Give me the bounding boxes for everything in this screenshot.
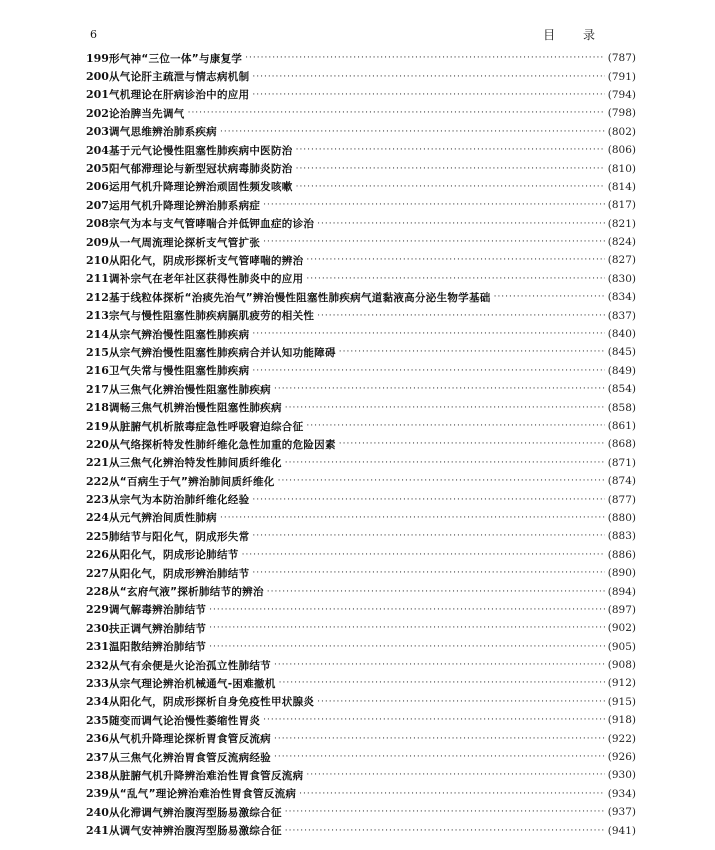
toc-entry-page: (880)	[607, 511, 636, 524]
toc-entry-number: 231	[86, 640, 109, 654]
toc-dot-leader	[296, 164, 605, 174]
toc-dot-leader	[220, 127, 605, 137]
toc-entry-number: 234	[86, 695, 109, 709]
toc-entry[interactable]	[86, 141, 636, 159]
toc-dot-leader	[339, 347, 605, 357]
toc-entry-title: 卫气失常与慢性阻塞性肺疾病	[108, 365, 250, 378]
toc-entry-number: 240	[86, 805, 109, 819]
toc-entry-page: (897)	[607, 603, 636, 616]
toc-entry[interactable]	[86, 49, 636, 67]
toc-dot-leader	[252, 329, 604, 339]
toc-entry-number: 220	[86, 437, 109, 451]
toc-entry-page: (902)	[607, 622, 636, 635]
toc-entry-title: 宗气为本与支气管哮喘合并低钾血症的诊治	[108, 218, 315, 231]
toc-entry-title: 从宗气辨治慢性阻塞性肺疾病合并认知功能障碍	[108, 346, 336, 359]
toc-entry-title: 从调气安神辨治腹泻型肠易激综合征	[108, 825, 282, 838]
toc-entry[interactable]	[86, 86, 636, 104]
toc-entry-title: 从脏腑气机升降辨治难治性胃食管反流病	[108, 769, 304, 782]
toc-dot-leader	[296, 145, 605, 155]
toc-dot-leader	[306, 770, 604, 780]
toc-entry-number: 236	[86, 732, 109, 746]
toc-entry-page: (877)	[607, 493, 636, 506]
toc-entry-number: 223	[86, 493, 109, 507]
toc-entry-number: 227	[86, 566, 109, 580]
toc-entry[interactable]	[86, 288, 636, 306]
toc-entry-number: 239	[86, 787, 109, 801]
toc-entry-page: (922)	[607, 732, 636, 745]
toc-entry-number: 238	[86, 768, 109, 782]
toc-entry-page: (934)	[607, 787, 636, 800]
toc-dot-leader	[339, 439, 605, 449]
toc-dot-leader	[252, 90, 604, 100]
toc-entry[interactable]	[86, 251, 636, 269]
toc-entry-title: 从脏腑气机析脓毒症急性呼吸窘迫综合征	[108, 420, 304, 433]
toc-entry-number: 201	[86, 88, 109, 102]
toc-entry-title: 从三焦气化辨治特发性肺间质纤维化	[108, 457, 282, 470]
toc-entry-page: (827)	[607, 254, 636, 267]
toc-entry[interactable]	[86, 454, 636, 472]
toc-entry-page: (905)	[607, 640, 636, 653]
toc-entry-title: 论治脾当先调气	[108, 107, 185, 120]
toc-entry-page: (830)	[607, 272, 636, 285]
toc-dot-leader	[209, 623, 605, 633]
toc-entry[interactable]	[86, 656, 636, 674]
toc-entry[interactable]	[86, 601, 636, 619]
toc-dot-leader	[209, 642, 605, 652]
toc-dot-leader	[306, 255, 604, 265]
toc-entry-title: 运用气机升降理论辨治顽固性频发咳嗽	[108, 181, 293, 194]
toc-entry-page: (814)	[607, 180, 636, 193]
toc-entry-page: (861)	[607, 420, 636, 432]
toc-entry-title: 扶正调气辨治肺结节	[108, 622, 207, 635]
toc-entry-title: 气机理论在肝病诊治中的应用	[108, 89, 250, 102]
toc-entry-number: 208	[86, 217, 109, 231]
toc-dot-leader	[252, 72, 604, 82]
toc-entry[interactable]	[86, 619, 636, 637]
toc-entry-number: 205	[86, 162, 109, 176]
toc-entry-title: 从化滞调气辨治腹泻型肠易激综合征	[108, 806, 282, 819]
toc-entry-number: 228	[86, 585, 109, 599]
toc-entry-page: (810)	[607, 162, 636, 175]
toc-entry[interactable]	[86, 380, 636, 398]
toc-entry-title: 从阳化气，阴成形探析自身免疫性甲状腺炎	[108, 696, 315, 709]
toc-entry-title: 调补宗气在老年社区获得性肺炎中的应用	[108, 273, 304, 286]
toc-entry[interactable]	[86, 821, 636, 839]
toc-entry[interactable]	[86, 748, 636, 766]
toc-entry[interactable]	[86, 398, 636, 416]
toc-entry-page: (824)	[607, 236, 636, 249]
toc-entry-number: 216	[86, 364, 109, 378]
toc-entry[interactable]	[86, 711, 636, 729]
toc-entry-page: (802)	[607, 125, 636, 138]
toc-entry-page: (874)	[607, 475, 636, 488]
toc-entry-title: 从宗气为本防治肺纤维化经验	[108, 494, 250, 507]
toc-entry-title: 从阳化气，阴成形探析支气管哮喘的辨治	[108, 254, 304, 267]
toc-dot-leader	[220, 513, 605, 523]
toc-entry-page: (894)	[607, 585, 636, 598]
toc-entry-page: (834)	[607, 291, 636, 304]
toc-entry-number: 203	[86, 125, 109, 139]
toc-dot-leader	[267, 587, 605, 597]
toc-dot-leader	[285, 458, 605, 468]
toc-entry-page: (791)	[607, 70, 636, 83]
toc-entry-number: 232	[86, 658, 109, 672]
toc-entry-number: 225	[86, 529, 109, 543]
toc-dot-leader	[285, 807, 605, 817]
toc-entry-number: 202	[86, 106, 109, 120]
toc-entry-number: 206	[86, 180, 109, 194]
toc-entry-page: (886)	[607, 548, 636, 561]
toc-entry-title: 从阳化气，阴成形论肺结节	[108, 549, 239, 562]
toc-entry-page: (908)	[607, 659, 636, 672]
toc-dot-leader	[317, 697, 605, 707]
toc-dot-leader	[306, 274, 604, 284]
toc-entry-page: (849)	[607, 364, 636, 377]
toc-entry-number: 219	[86, 419, 109, 433]
toc-entry-page: (787)	[607, 52, 636, 65]
toc-entry[interactable]	[86, 674, 636, 692]
toc-entry-title: 从“乱气”理论辨治难治性胃食管反流病	[108, 788, 297, 801]
toc-entry[interactable]	[86, 417, 636, 435]
toc-entry-title: 从“百病生于气”辨治肺间质纤维化	[108, 475, 275, 488]
toc-entry[interactable]	[86, 785, 636, 803]
toc-dot-leader	[263, 715, 605, 725]
toc-entry[interactable]	[86, 766, 636, 784]
toc-entry-number: 213	[86, 309, 109, 323]
toc-entry-title: 调畅三焦气机辨治慢性阻塞性肺疾病	[108, 402, 282, 415]
toc-entry-page: (798)	[607, 107, 636, 120]
toc-entry-number: 230	[86, 621, 109, 635]
toc-dot-leader	[296, 182, 605, 192]
toc-entry[interactable]	[86, 159, 636, 177]
toc-dot-leader	[252, 495, 604, 505]
toc-dot-leader	[494, 292, 605, 302]
toc-entry-title: 从三焦气化辨治胃食管反流病经验	[108, 751, 271, 764]
toc-dot-leader	[278, 476, 605, 486]
toc-entry-page: (890)	[607, 567, 636, 580]
toc-entry-page: (840)	[607, 328, 636, 341]
toc-entry-page: (837)	[607, 309, 636, 322]
toc-entry[interactable]	[86, 693, 636, 711]
toc-entry-page: (794)	[607, 88, 636, 101]
toc-entry[interactable]	[86, 196, 636, 214]
toc-entry[interactable]	[86, 233, 636, 251]
toc-entry-title: 从宗气理论辨治机械通气-困难撤机	[108, 677, 276, 690]
toc-entry-title: 从三焦气化辨治慢性阻塞性肺疾病	[108, 383, 271, 396]
toc-entry-title: 从宗气辨治慢性阻塞性肺疾病	[108, 328, 250, 341]
toc-entry-number: 200	[86, 70, 109, 84]
toc-entry[interactable]	[86, 435, 636, 453]
toc-entry-page: (915)	[607, 695, 636, 708]
toc-entry-page: (817)	[607, 199, 636, 212]
page-number: 6	[90, 28, 97, 41]
toc-dot-leader	[279, 678, 605, 688]
toc-entry[interactable]	[86, 546, 636, 564]
toc-entry[interactable]	[86, 509, 636, 527]
toc-entry[interactable]	[86, 67, 636, 85]
toc-dot-leader	[317, 311, 605, 321]
toc-entry-number: 215	[86, 345, 109, 359]
toc-dot-leader	[242, 550, 605, 560]
toc-entry-title: 运用气机升降理论辨治肺系病症	[108, 199, 261, 212]
toc-entry-number: 237	[86, 750, 109, 764]
toc-dot-leader	[263, 200, 605, 210]
toc-entry[interactable]	[86, 104, 636, 122]
toc-entry-page: (912)	[607, 677, 636, 690]
toc-entry-number: 204	[86, 143, 109, 157]
toc-entry-title: 温阳散结辨治肺结节	[108, 641, 207, 654]
toc-dot-leader	[274, 752, 605, 762]
toc-dot-leader	[263, 237, 605, 247]
toc-entry-number: 229	[86, 603, 109, 617]
toc-entry-number: 211	[86, 272, 109, 286]
toc-entry-number: 233	[86, 676, 109, 690]
toc-entry-title: 随变而调气论治慢性萎缩性胃炎	[108, 714, 261, 727]
toc-entry[interactable]	[86, 178, 636, 196]
toc-entry-page: (926)	[607, 751, 636, 764]
toc-dot-leader	[252, 366, 604, 376]
toc-entry-page: (930)	[607, 769, 636, 782]
toc-entry-title: 肺结节与阳化气，阴成形失常	[108, 530, 250, 543]
toc-dot-leader	[274, 660, 605, 670]
table-of-contents	[86, 49, 636, 840]
toc-entry-number: 214	[86, 327, 109, 341]
toc-dot-leader	[252, 531, 604, 541]
toc-entry-page: (883)	[607, 530, 636, 543]
toc-entry-page: (845)	[607, 346, 636, 359]
toc-entry-title: 调气解毒辨治肺结节	[108, 604, 207, 617]
toc-entry-title: 从气有余便是火论治孤立性肺结节	[108, 659, 271, 672]
toc-entry-page: (806)	[607, 144, 636, 157]
toc-entry[interactable]	[86, 270, 636, 288]
toc-entry-number: 241	[86, 824, 109, 838]
toc-entry-page: (941)	[607, 824, 636, 837]
toc-entry[interactable]	[86, 306, 636, 324]
toc-dot-leader	[299, 789, 605, 799]
toc-entry-title: 从气络探析特发性肺纤维化急性加重的危险因素	[108, 438, 336, 451]
toc-entry[interactable]	[86, 638, 636, 656]
toc-entry-page: (918)	[607, 714, 636, 727]
toc-entry-title: 从“玄府气液”探析肺结节的辨治	[108, 586, 264, 599]
toc-entry-title: 从气论肝主疏泄与情志病机制	[108, 71, 250, 84]
toc-entry-number: 210	[86, 253, 109, 267]
toc-entry-page: (871)	[607, 456, 636, 469]
toc-entry-number: 199	[86, 51, 109, 65]
toc-entry[interactable]	[86, 343, 636, 361]
toc-entry-title: 形气神“三位一体”与康复学	[108, 52, 243, 65]
toc-entry-number: 224	[86, 511, 109, 525]
toc-entry-number: 218	[86, 401, 109, 415]
toc-entry-page: (821)	[607, 217, 636, 230]
toc-entry-page: (854)	[607, 383, 636, 396]
toc-entry[interactable]	[86, 215, 636, 233]
toc-entry-page: (937)	[607, 806, 636, 819]
toc-entry[interactable]	[86, 564, 636, 582]
toc-entry-number: 209	[86, 235, 109, 249]
toc-dot-leader	[317, 219, 605, 229]
toc-entry-number: 235	[86, 713, 109, 727]
toc-entry-title: 从元气辨治间质性肺病	[108, 512, 217, 525]
toc-entry[interactable]	[86, 527, 636, 545]
toc-entry[interactable]	[86, 803, 636, 821]
toc-entry-number: 226	[86, 548, 109, 562]
toc-entry-number: 222	[86, 474, 109, 488]
toc-entry[interactable]	[86, 490, 636, 508]
toc-entry[interactable]	[86, 325, 636, 343]
toc-dot-leader	[245, 53, 605, 63]
toc-entry-title: 从气机升降理论探析胃食管反流病	[108, 733, 271, 746]
toc-entry-title: 从一气周流理论探析支气管扩张	[108, 236, 261, 249]
toc-entry-number: 221	[86, 456, 109, 470]
toc-dot-leader	[274, 734, 605, 744]
toc-entry[interactable]	[86, 123, 636, 141]
toc-entry-page: (858)	[607, 401, 636, 414]
toc-entry-title: 阳气郁滞理论与新型冠状病毒肺炎防治	[108, 163, 293, 176]
toc-entry[interactable]	[86, 362, 636, 380]
section-label: 目 录	[543, 28, 607, 42]
toc-dot-leader	[285, 826, 605, 836]
toc-entry-title: 从阳化气，阴成形辨治肺结节	[108, 567, 250, 580]
toc-dot-leader	[188, 108, 605, 118]
toc-dot-leader	[285, 403, 605, 413]
toc-entry[interactable]	[86, 729, 636, 747]
toc-entry-title: 基于元气论慢性阻塞性肺疾病中医防治	[108, 144, 293, 157]
toc-entry-number: 207	[86, 198, 109, 212]
toc-entry-number: 212	[86, 290, 109, 304]
toc-entry[interactable]	[86, 472, 636, 490]
toc-entry[interactable]	[86, 582, 636, 600]
toc-entry-number: 217	[86, 382, 109, 396]
toc-entry-title: 调气思维辨治肺系疾病	[108, 126, 217, 139]
toc-dot-leader	[209, 605, 605, 615]
toc-entry-title: 基于线粒体探析“治痰先治气”辨治慢性阻塞性肺疾病气道黏液高分泌生物学基础	[108, 291, 491, 304]
toc-dot-leader	[306, 421, 604, 431]
toc-entry-page: (868)	[607, 438, 636, 451]
toc-entry-title: 宗气与慢性阻塞性肺疾病膈肌疲劳的相关性	[108, 310, 315, 323]
toc-dot-leader	[274, 384, 605, 394]
toc-dot-leader	[252, 568, 604, 578]
